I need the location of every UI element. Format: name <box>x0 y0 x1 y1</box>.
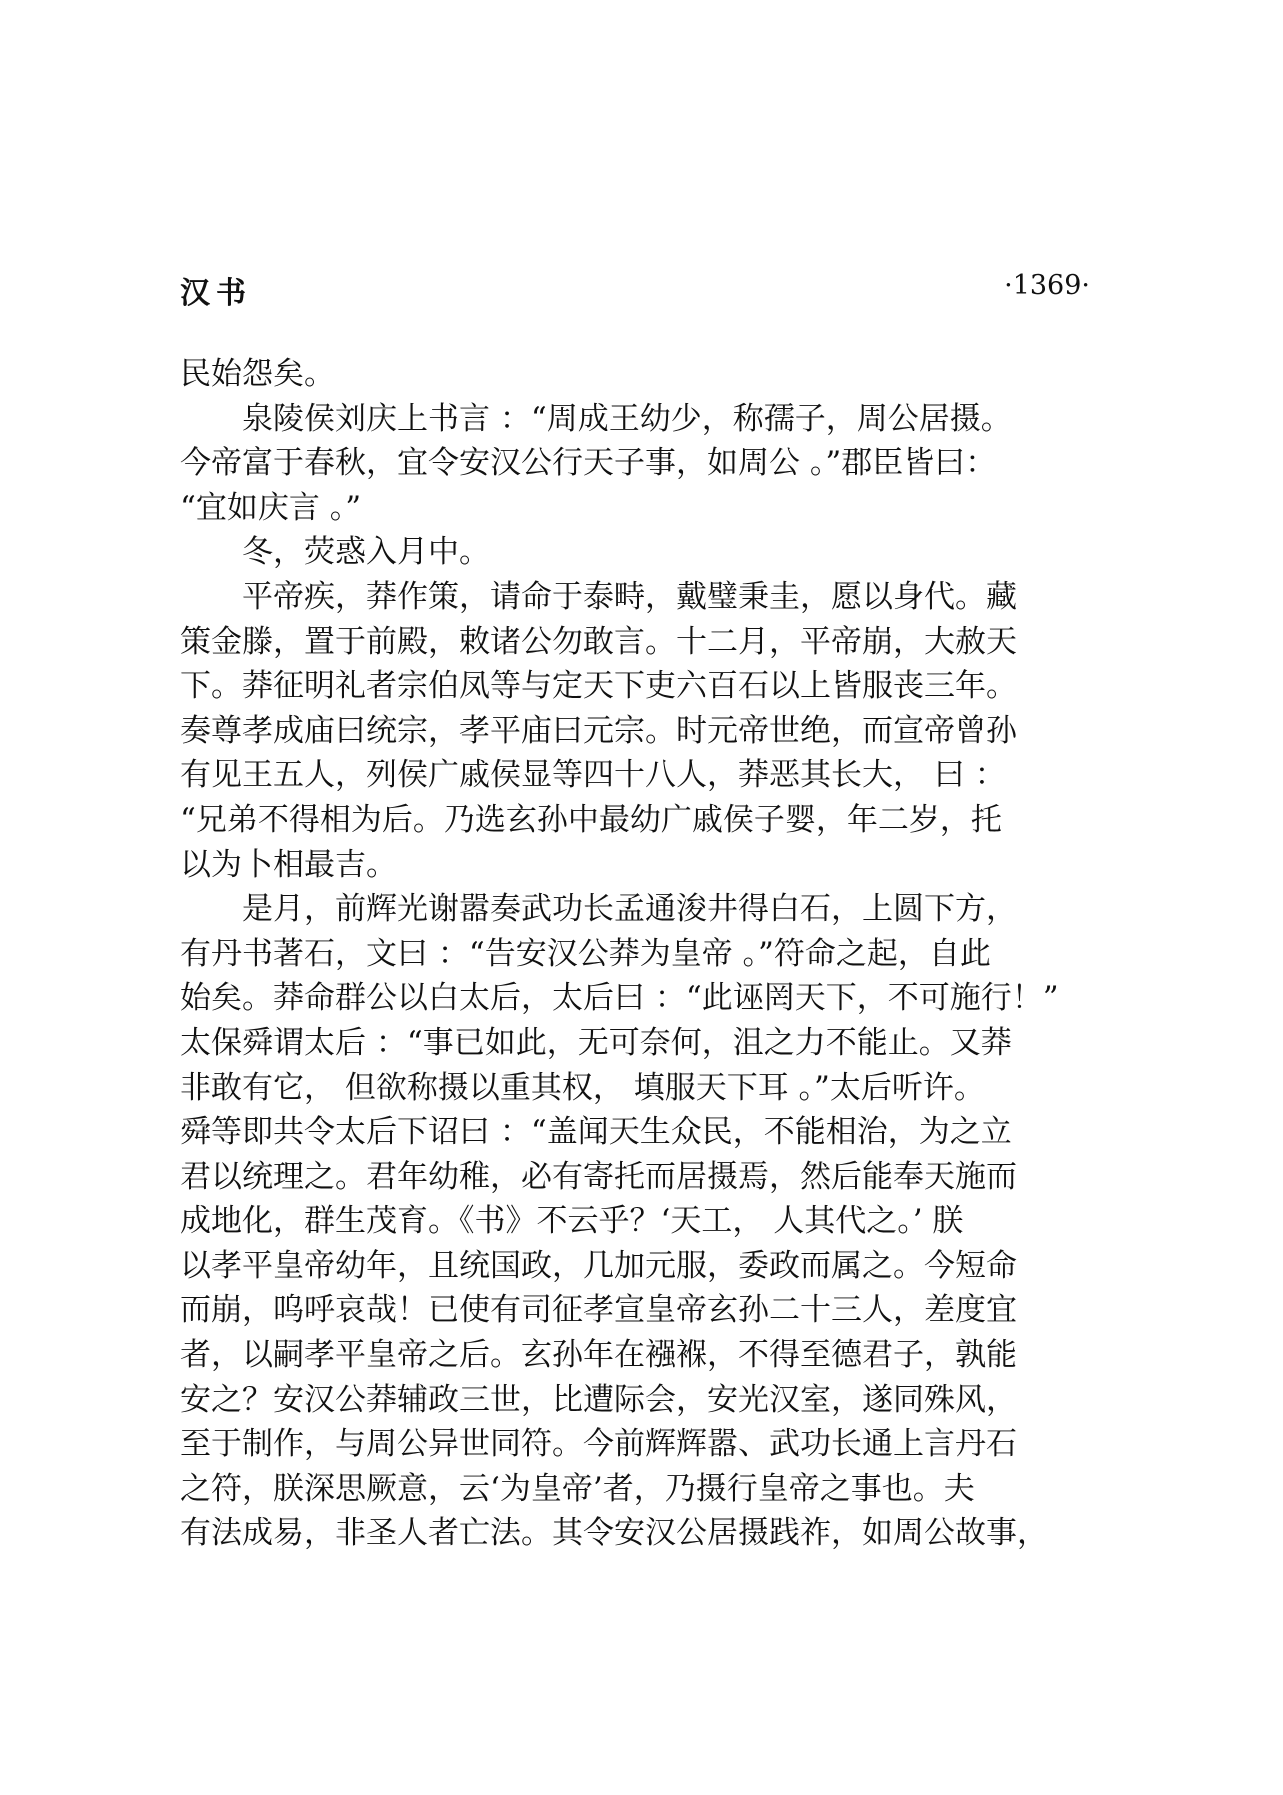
text-line: 安之？安汉公莽辅政三世，比遭际会，安光汉室，遂同殊风， <box>180 1381 1017 1418</box>
text-line: 民始怨矣。 <box>180 356 335 392</box>
text-line: 奏尊孝成庙曰统宗，孝平庙曰元宗。时元帝世绝，而宣帝曾孙 <box>180 712 1017 749</box>
text-line: 者，以嗣孝平皇帝之后。玄孙年在襁褓，不得至德君子，孰能 <box>180 1337 1017 1374</box>
text-line: 是月，前辉光谢嚣奏武功长孟通浚井得白石，上圆下方， <box>180 891 1017 928</box>
book-title: 汉书 <box>180 276 252 311</box>
text-line: 以为卜相最吉。 <box>180 846 397 883</box>
text-line: 策金滕，置于前殿，敕诸公勿敢言。十二月，平帝崩，大赦天 <box>180 623 1017 660</box>
page-number: ·1369· <box>1004 270 1090 301</box>
page-header <box>180 268 1090 312</box>
text-line: 泉陵侯刘庆上书言 ：“周成王幼少，称孺子，周公居摄。 <box>180 400 1012 437</box>
text-line: 至于制作，与周公异世同符。今前辉辉嚣、武功长通上言丹石 <box>180 1426 1017 1463</box>
text-line: 有见王五人，列侯广戚侯显等四十八人，莽恶其长大， 曰 ： <box>180 757 1006 794</box>
text-line: 冬，荧惑入月中。 <box>180 534 490 571</box>
body-text <box>180 352 1110 1556</box>
text-line: 君以统理之。君年幼稚，必有寄托而居摄焉，然后能奉天施而 <box>180 1158 1017 1195</box>
text-line: 下。莽征明礼者宗伯凤等与定天下吏六百石以上皆服丧三年。 <box>180 668 1017 705</box>
text-line: 以孝平皇帝幼年，且统国政，几加元服，委政而属之。今短命 <box>180 1247 1017 1284</box>
text-line: 而崩，呜呼哀哉！已使有司征孝宣皇帝玄孙二十三人，差度宜 <box>180 1292 1017 1329</box>
text-line: “宜如庆言 。” <box>180 489 362 526</box>
text-line: 舜等即共令太后下诏曰 ：“盖闻天生众民，不能相治，为之立 <box>180 1114 1012 1151</box>
text-line: 今帝富于春秋，宜令安汉公行天子事，如周公 。”郡臣皆曰： <box>180 445 997 482</box>
text-line: 有丹书著石，文曰 ：“告安汉公莽为皇帝 。”符命之起，自此 <box>180 935 991 972</box>
text-line: 平帝疾，莽作策，请命于泰畤，戴璧秉圭，愿以身代。藏 <box>180 578 1017 615</box>
text-line: 太保舜谓太后 ：“事已如此，无可奈何，沮之力不能止。又莽 <box>180 1024 1012 1061</box>
text-line: 之符，朕深思厥意，云‘为皇帝’者，乃摄行皇帝之事也。夫 <box>180 1470 975 1507</box>
text-line: 始矣。莽命群公以白太后，太后曰 ：“此诬罔天下，不可施行！” <box>180 980 1059 1017</box>
text-line: 成地化，群生茂育。《书》不云乎？‘天工， 人其代之。’ 朕 <box>180 1203 964 1240</box>
text-line: 非敢有它， 但欲称摄以重其权， 填服天下耳 。”太后听许。 <box>180 1069 985 1106</box>
text-line: “兄弟不得相为后。乃选玄孙中最幼广戚侯子婴，年二岁，托 <box>180 801 1002 838</box>
text-line: 有法成易，非圣人者亡法。其令安汉公居摄践祚，如周公故事， <box>180 1515 1048 1552</box>
